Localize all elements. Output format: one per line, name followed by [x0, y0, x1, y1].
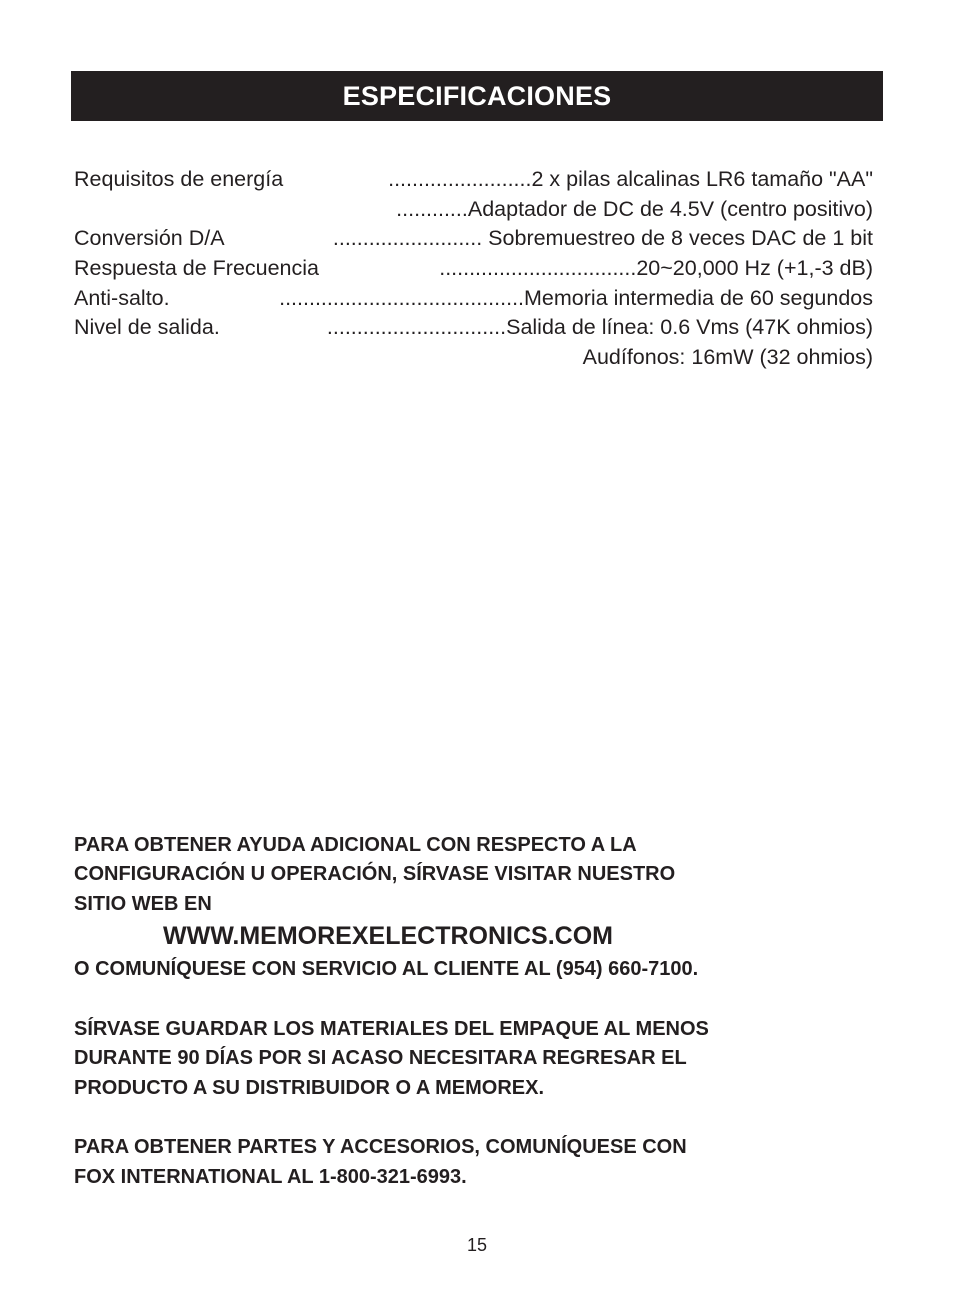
- page-number: 15: [466, 1235, 488, 1255]
- packaging-text-line: SÍRVASE GUARDAR LOS MATERIALES DEL EMPAQUE AL MENOS: [74, 1018, 709, 1040]
- parts-text-line: PARA OBTENER PARTES Y ACCESORIOS, COMUNÍQUESE CON: [74, 1136, 687, 1158]
- spec-value: ......................... Sobremuestreo de 8 veces DAC de 1 bit: [332, 226, 873, 250]
- spec-label: Conversión D/A: [74, 226, 225, 250]
- support-text-line: PARA OBTENER AYUDA ADICIONAL CON RESPECTO A LA: [74, 834, 637, 856]
- spec-row-headphones: [74, 342, 873, 372]
- spec-label: Nivel de salida.: [74, 315, 220, 339]
- spec-value: .........................................Memoria intermedia de 60 segundos: [279, 286, 873, 310]
- spec-label: Requisitos de energía: [74, 167, 284, 191]
- spec-row-output-level: [74, 312, 873, 342]
- spec-label: Respuesta de Frecuencia: [74, 256, 320, 280]
- customer-service-phone: O COMUNÍQUESE CON SERVICIO AL CLIENTE AL (954) 660-7100.: [74, 958, 699, 980]
- packaging-text-line: PRODUCTO A SU DISTRIBUIDOR O A MEMOREX.: [74, 1077, 545, 1099]
- section-header-bar: [71, 71, 883, 121]
- parts-text-line: FOX INTERNATIONAL AL 1-800-321-6993.: [74, 1166, 467, 1188]
- spec-row-anti-skip: [74, 283, 873, 313]
- spec-value: ........................2 x pilas alcalinas LR6 tamaño "AA": [388, 167, 873, 191]
- website-link[interactable]: WWW.MEMOREXELECTRONICS.COM: [163, 922, 613, 950]
- spec-value: Audífonos: 16mW (32 ohmios): [582, 345, 873, 369]
- packaging-text-line: DURANTE 90 DÍAS POR SI ACASO NECESITARA REGRESAR EL: [74, 1047, 687, 1069]
- spec-value: ..............................Salida de línea: 0.6 Vms (47K ohmios): [326, 315, 873, 339]
- spec-row-da-conversion: [74, 223, 873, 253]
- spec-row-power: [74, 164, 873, 194]
- spec-row-frequency-response: [74, 253, 873, 283]
- spec-row-power-adapter: [74, 194, 873, 224]
- spec-label: Anti-salto.: [74, 286, 170, 310]
- spec-value: ............Adaptador de DC de 4.5V (centro positivo): [396, 197, 873, 221]
- support-text-line: CONFIGURACIÓN U OPERACIÓN, SÍRVASE VISITAR NUESTRO: [74, 863, 676, 885]
- spec-value: .................................20~20,000 Hz (+1,-3 dB): [439, 256, 873, 280]
- support-text-line: SITIO WEB EN: [74, 893, 212, 915]
- section-title: ESPECIFICACIONES: [342, 80, 612, 111]
